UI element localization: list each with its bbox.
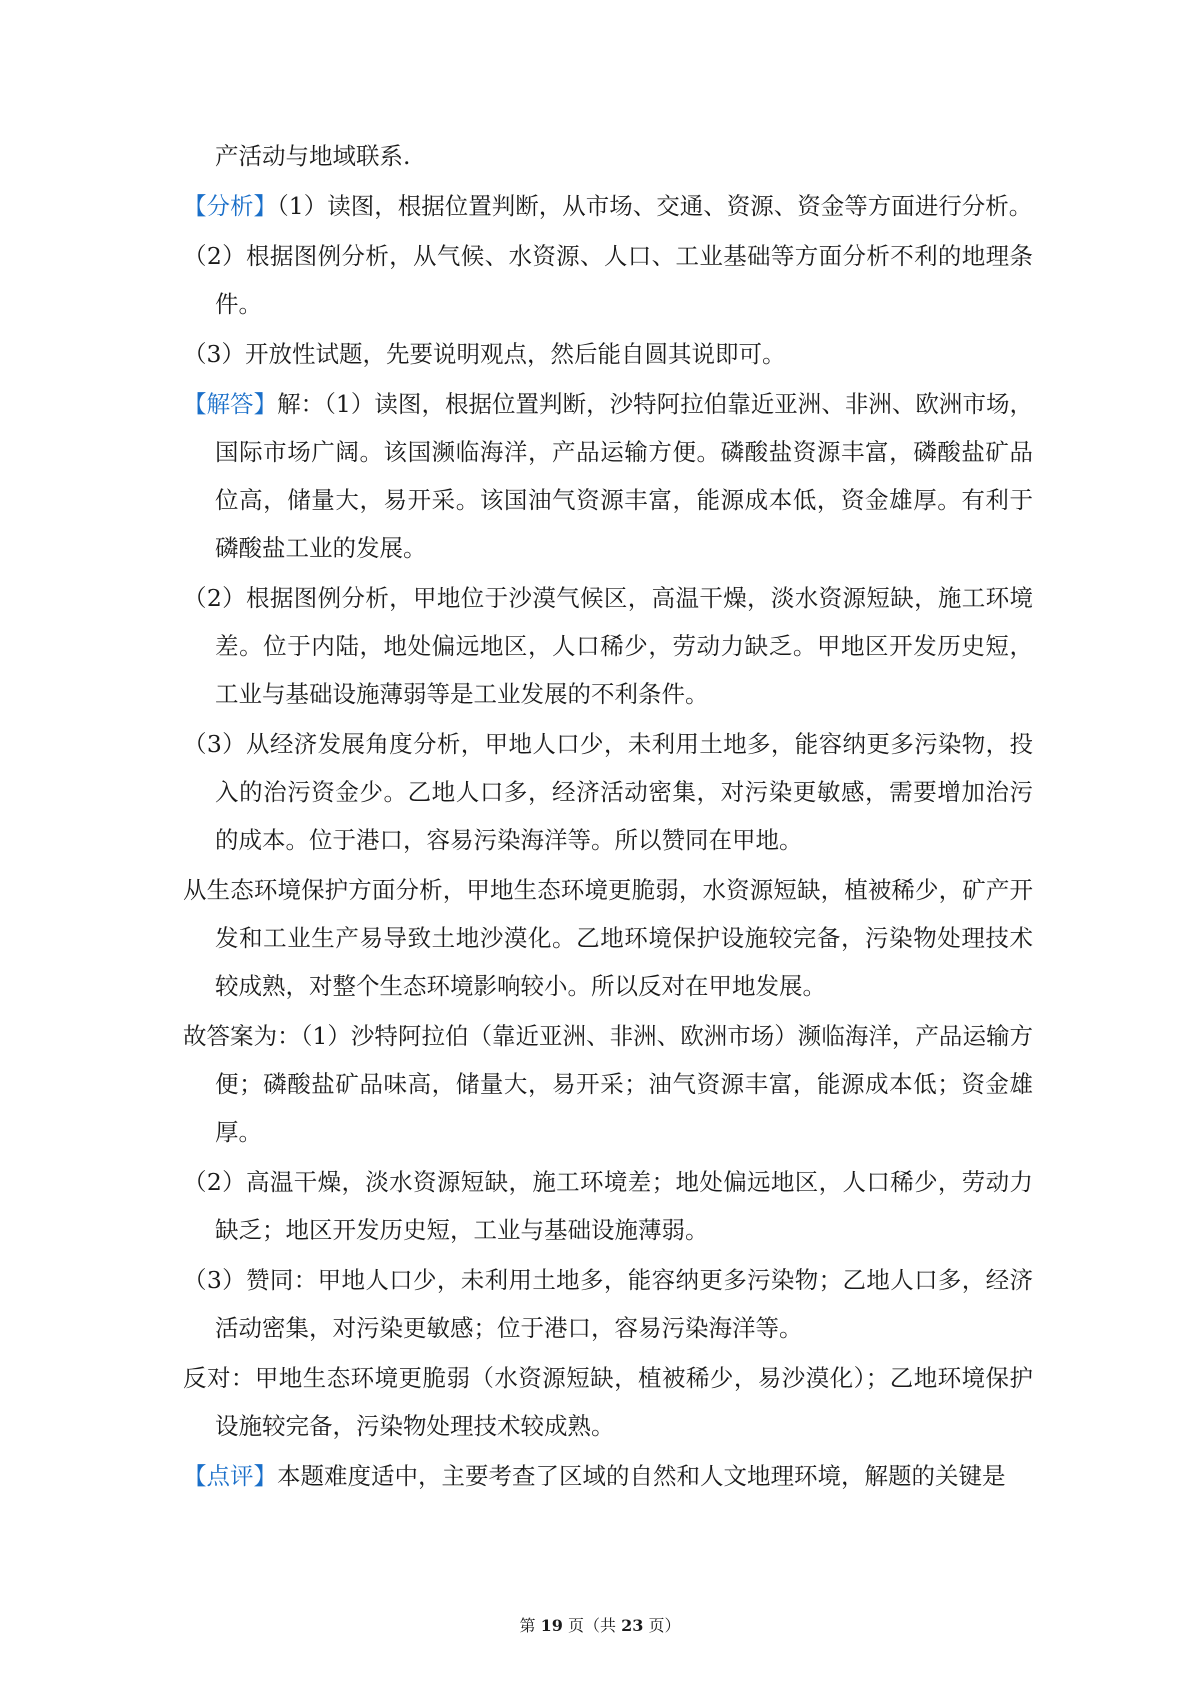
analysis-tag: 【分析】: [183, 192, 277, 220]
final-answer-item-3: [183, 1256, 1033, 1352]
answer-paragraph: [183, 380, 1033, 572]
comment-paragraph: [183, 1452, 1033, 1500]
analysis-item-2: [183, 232, 1033, 328]
page-content: [183, 132, 1033, 1502]
analysis-paragraph: [183, 182, 1033, 230]
paragraph-text: 解：（1）读图，根据位置判断，沙特阿拉伯靠近亚洲、非洲、欧洲市场，国际市场广阔。该国濒临海洋，产品运输方便。磷酸盐资源丰富，磷酸盐矿品位高，储量大，易开采。该国油气资源丰富，能源成本低，资金雄厚。有利于磷酸盐工业的发展。: [215, 390, 1034, 562]
footer-suffix: 页）: [648, 1616, 681, 1635]
paragraph-continuation: [183, 132, 1033, 180]
paragraph-text: 故答案为：（1）沙特阿拉伯（靠近亚洲、非洲、欧洲市场）濒临海洋，产品运输方便；磷酸盐矿品味高，储量大，易开采；油气资源丰富，能源成本低；资金雄厚。: [183, 1022, 1033, 1146]
footer-total-pages: 23: [621, 1616, 644, 1635]
page-footer: [0, 1613, 1200, 1636]
answer-tag: 【解答】: [183, 390, 278, 418]
final-answer-oppose: [183, 1354, 1033, 1450]
footer-page-number: 19: [540, 1616, 563, 1635]
final-answer-paragraph: [183, 1012, 1033, 1156]
paragraph-text: （1）读图，根据位置判断，从市场、交通、资源、资金等方面进行分析。: [277, 192, 1033, 220]
footer-prefix: 第: [519, 1616, 536, 1635]
paragraph-text: （3）开放性试题，先要说明观点，然后能自圆其说即可。: [183, 340, 786, 368]
paragraph-text: 从生态环境保护方面分析，甲地生态环境更脆弱，水资源短缺，植被稀少，矿产开发和工业生产易导致土地沙漠化。乙地环境保护设施较完备，污染物处理技术较成熟，对整个生态环境影响较小。所以反对在甲地发展。: [183, 876, 1033, 1000]
paragraph-text: （3）赞同：甲地人口少，未利用土地多，能容纳更多污染物；乙地人口多，经济活动密集，对污染更敏感；位于港口，容易污染海洋等。: [183, 1266, 1033, 1342]
paragraph-text: （2）根据图例分析，从气候、水资源、人口、工业基础等方面分析不利的地理条件。: [183, 242, 1033, 318]
final-answer-item-2: [183, 1158, 1033, 1254]
analysis-item-3: [183, 330, 1033, 378]
answer-item-2: [183, 574, 1033, 718]
paragraph-text: （3）从经济发展角度分析，甲地人口少，未利用土地多，能容纳更多污染物，投入的治污资金少。乙地人口多，经济活动密集，对污染更敏感，需要增加治污的成本。位于港口，容易污染海洋等。所以赞同在甲地。: [183, 730, 1033, 854]
footer-middle: 页（共: [567, 1616, 616, 1635]
paragraph-text: 产活动与地域联系.: [215, 142, 411, 170]
paragraph-text: （2）高温干燥，淡水资源短缺，施工环境差；地处偏远地区，人口稀少，劳动力缺乏；地区开发历史短，工业与基础设施薄弱。: [183, 1168, 1033, 1244]
paragraph-text: 本题难度适中，主要考查了区域的自然和人文地理环境，解题的关键是: [277, 1462, 1006, 1490]
answer-item-3: [183, 720, 1033, 864]
comment-tag: 【点评】: [183, 1462, 277, 1490]
paragraph-text: 反对：甲地生态环境更脆弱（水资源短缺，植被稀少，易沙漠化）；乙地环境保护设施较完备，污染物处理技术较成熟。: [183, 1364, 1033, 1440]
answer-item-3-ecology: [183, 866, 1033, 1010]
paragraph-text: （2）根据图例分析，甲地位于沙漠气候区，高温干燥，淡水资源短缺，施工环境差。位于内陆，地处偏远地区，人口稀少，劳动力缺乏。甲地区开发历史短，工业与基础设施薄弱等是工业发展的不利条件。: [183, 584, 1033, 708]
